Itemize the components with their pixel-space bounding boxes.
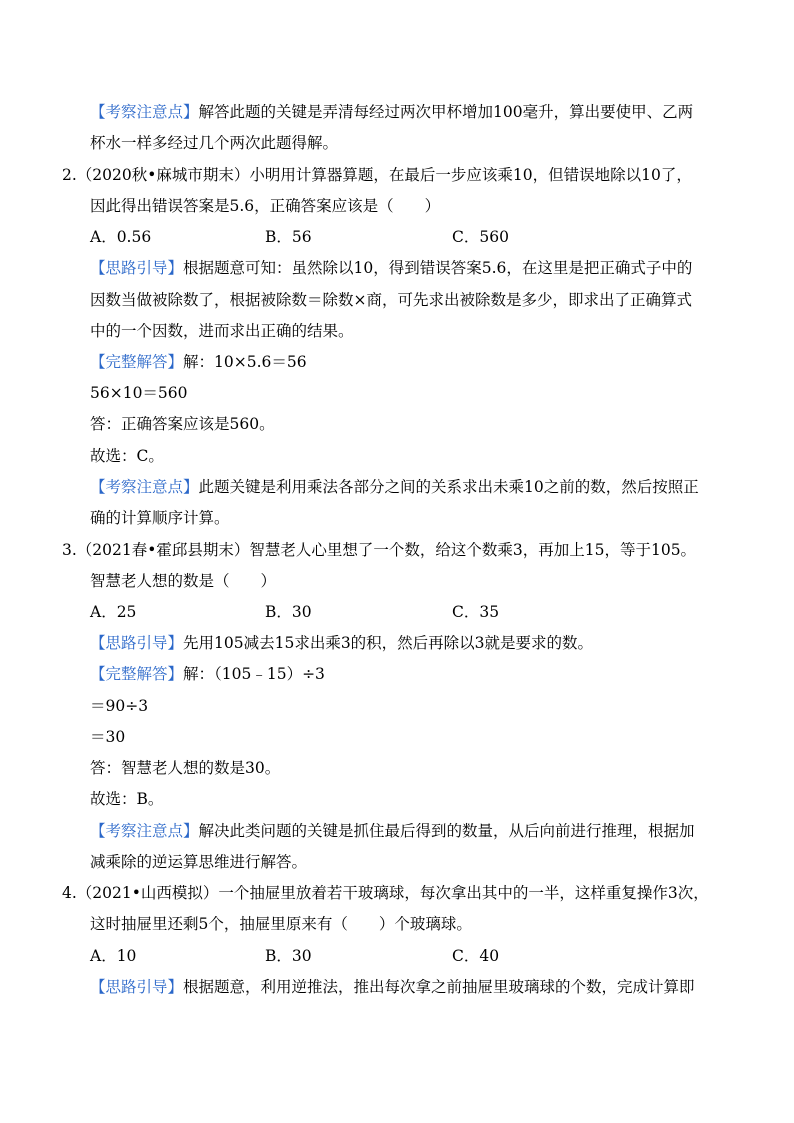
question-text: （2020秋•麻城市期末）小明用计算器算题，在最后一步应该乘10，但错误地除以10了，	[76, 166, 692, 184]
guide-text: 根据题意，利用逆推法，推出每次拿之前抽屉里玻璃球的个数，完成计算即	[183, 978, 695, 996]
question-number: 4.	[62, 884, 77, 902]
option-a: A．25	[90, 603, 137, 621]
choice-line: 故选：C。	[90, 447, 164, 465]
answer-tag: 【完整解答】	[90, 665, 184, 683]
note-text: 确的计算顺序计算。	[90, 509, 230, 527]
guide-line	[90, 633, 593, 653]
answer-text: 解：10×5.6＝56	[183, 353, 307, 371]
option-c: C．560	[452, 228, 509, 246]
question-text: （2021春•霍邱县期末）智慧老人心里想了一个数，给这个数乘3，再加上15，等于105。	[76, 541, 697, 559]
answer-line: ＝30	[90, 728, 126, 746]
guide-text: 先用105减去15求出乘3的积，然后再除以3就是要求的数。	[183, 634, 594, 652]
note-line	[90, 102, 693, 122]
option-c: C．35	[452, 603, 500, 621]
question-text: 因此得出错误答案是5.6，正确答案应该是（ ）	[90, 197, 441, 215]
note-tag: 【考察注意点】	[90, 478, 199, 496]
guide-tag: 【思路引导】	[90, 634, 184, 652]
answer-tag: 【完整解答】	[90, 353, 184, 371]
guide-text: 根据题意可知：虽然除以10，得到错误答案5.6，在这里是把正确式子中的	[183, 259, 693, 277]
note-text: 减乘除的逆运算思维进行解答。	[90, 853, 308, 871]
option-a: A．0.56	[90, 228, 152, 246]
note-tag: 【考察注意点】	[90, 103, 199, 121]
answer-line: 56×10＝560	[90, 384, 188, 402]
note-line	[90, 133, 338, 153]
question-number: 2.	[62, 166, 77, 184]
guide-line	[90, 290, 692, 310]
answer-line: ＝90÷3	[90, 697, 149, 715]
note-text: 杯水一样多经过几个两次此题得解。	[90, 134, 339, 152]
note-text: 此题关键是利用乘法各部分之间的关系求出未乘10之前的数，然后按照正	[198, 478, 699, 496]
note-line	[90, 508, 230, 528]
question-4-stem-cont	[90, 914, 472, 934]
answer-line: 答：正确答案应该是560。	[90, 415, 275, 433]
guide-line	[90, 258, 692, 278]
question-3-stem-cont	[90, 571, 276, 591]
answer-line	[90, 352, 307, 372]
note-line	[90, 821, 695, 841]
question-2-stem	[62, 165, 692, 185]
note-tag: 【考察注意点】	[90, 822, 199, 840]
guide-tag: 【思路引导】	[90, 259, 184, 277]
question-3-stem	[62, 540, 696, 560]
question-4-stem	[62, 883, 709, 903]
option-a: A．10	[90, 947, 137, 965]
question-text: （2021•山西模拟）一个抽屉里放着若干玻璃球，每次拿出其中的一半，这样重复操作3次，	[76, 884, 709, 902]
answer-line	[90, 664, 325, 684]
option-b: B．30	[265, 947, 312, 965]
option-b: B．30	[265, 603, 312, 621]
answer-text: 解：（105﹣15）÷3	[183, 665, 325, 683]
note-text: 解决此类问题的关键是抓住最后得到的数量，从后向前进行推理，根据加	[198, 822, 695, 840]
note-line	[90, 477, 699, 497]
guide-line	[90, 321, 354, 341]
answer-line: 答：智慧老人想的数是30。	[90, 759, 281, 777]
question-text: 智慧老人想的数是（ ）	[90, 572, 277, 590]
question-2-stem-cont	[90, 196, 440, 216]
note-text: 解答此题的关键是弄清每经过两次甲杯增加100毫升，算出要使甲、乙两	[198, 103, 694, 121]
guide-line	[90, 977, 695, 997]
question-number: 3.	[62, 541, 77, 559]
choice-line: 故选：B。	[90, 790, 164, 808]
note-line	[90, 852, 307, 872]
question-text: 这时抽屉里还剩5个，抽屉里原来有（ ）个玻璃球。	[90, 915, 472, 933]
option-b: B．56	[265, 228, 312, 246]
guide-text: 中的一个因数，进而求出正确的结果。	[90, 322, 354, 340]
guide-text: 因数当做被除数了，根据被除数＝除数×商，可先求出被除数是多少，即求出了正确算式	[90, 291, 692, 309]
guide-tag: 【思路引导】	[90, 978, 184, 996]
option-c: C．40	[452, 947, 500, 965]
